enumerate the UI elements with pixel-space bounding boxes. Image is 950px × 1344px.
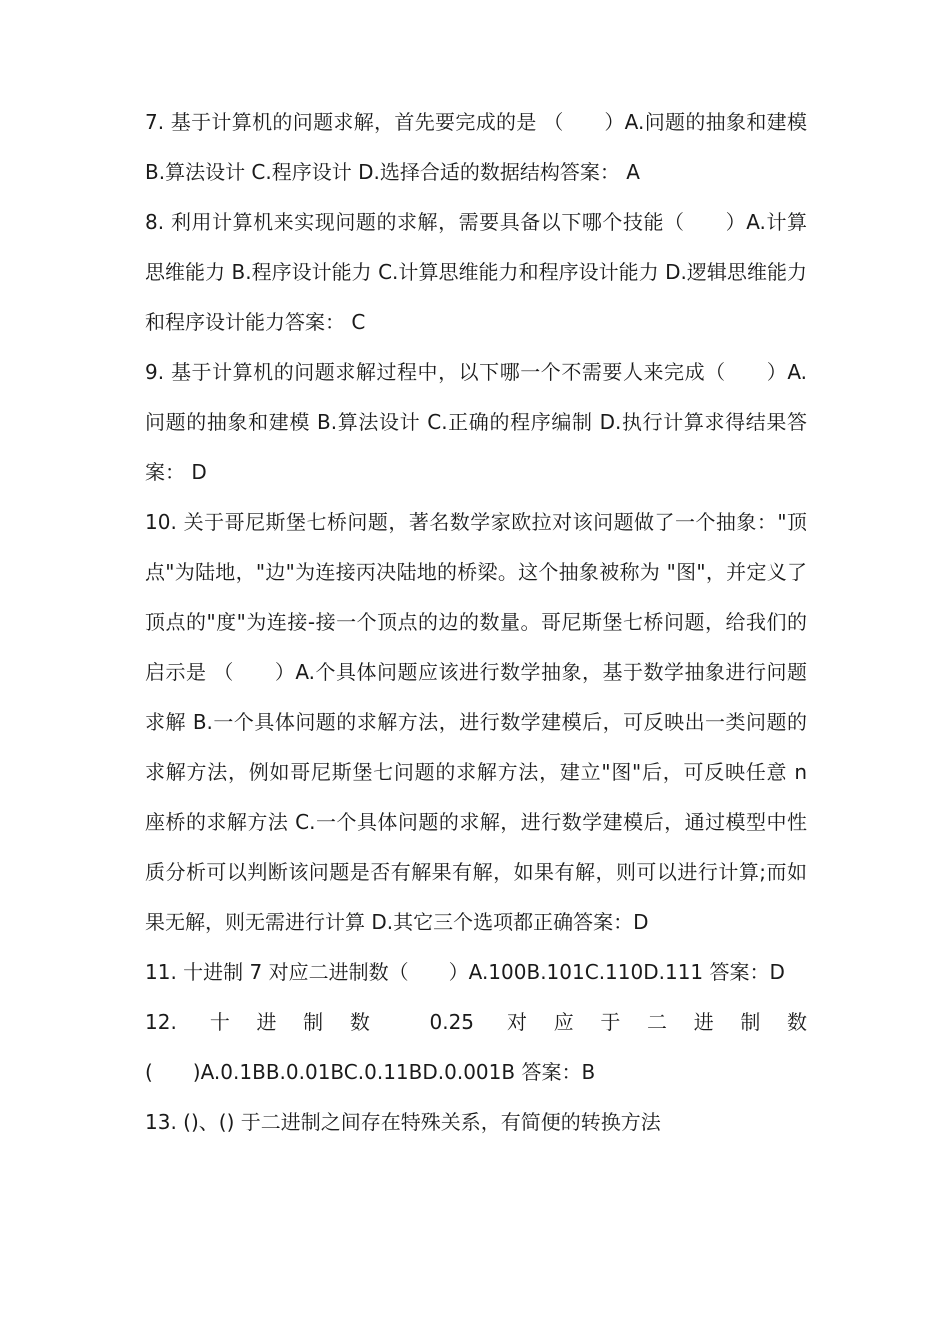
question-text: 利用计算机来实现问题的求解，需要具备以下哪个技能（ ）A.计算思维能力 B.程序设计能力 C.计算思维能力和程序设计能力 D.逻辑思维能力和程序设计能力答案： C bbox=[145, 210, 808, 334]
question-9 bbox=[145, 347, 807, 497]
question-list bbox=[145, 97, 807, 1147]
question-text: 十进制数 0.25 对应于二进制数( )A.0.1BB.0.01BC.0.11BD.0.001B 答案：B bbox=[145, 1010, 808, 1084]
question-number: 11. bbox=[145, 960, 177, 984]
question-13 bbox=[145, 1097, 807, 1147]
question-text: 关于哥尼斯堡七桥问题，著名数学家欧拉对该问题做了一个抽象："顶点"为陆地，"边"为连接丙决陆地的桥梁。这个抽象被称为 "图"，并定义了顶点的"度"为连接-接一个顶点的边的数量。哥尼斯堡七桥问题，给我们的启示是 （ ）A.个具体问题应该进行数学抽象，基于数学抽象进行问题求解 B.一个具体问题的求解方法，进行数学建模后，可反映出一类问题的求解方法，例如哥尼斯堡七问题的求解方法，建立"图"后，可反映任意 n 座桥的求解方法 C.一个具体问题的求解，进行数学建模后，通过模型中性质分析可以判断该问题是否有解果有解，如果有解，则可以进行计算;而如果无解，则无需进行计算 D.其它三个选项都正确答案：D bbox=[145, 510, 808, 934]
question-11 bbox=[145, 947, 807, 997]
question-number: 10. bbox=[145, 510, 177, 534]
question-10 bbox=[145, 497, 807, 947]
question-text: 十进制 7 对应二进制数（ ）A.100B.101C.110D.111 答案：D bbox=[183, 960, 785, 984]
question-text: 基于计算机的问题求解过程中，以下哪一个不需要人来完成（ ）A.问题的抽象和建模 B.算法设计 C.正确的程序编制 D.执行计算求得结果答案： D bbox=[145, 360, 808, 484]
question-number: 8. bbox=[145, 210, 165, 234]
question-number: 7. bbox=[145, 110, 165, 134]
question-number: 13. bbox=[145, 1110, 177, 1134]
question-8 bbox=[145, 197, 807, 347]
question-number: 12. bbox=[145, 1010, 177, 1034]
question-text: ()、() 于二进制之间存在特殊关系，有简便的转换方法 bbox=[183, 1110, 661, 1134]
question-12 bbox=[145, 997, 807, 1097]
question-text: 基于计算机的问题求解，首先要完成的是 （ ）A.问题的抽象和建模 B.算法设计 C.程序设计 D.选择合适的数据结构答案： A bbox=[145, 110, 807, 184]
question-7 bbox=[145, 97, 807, 197]
question-number: 9. bbox=[145, 360, 165, 384]
